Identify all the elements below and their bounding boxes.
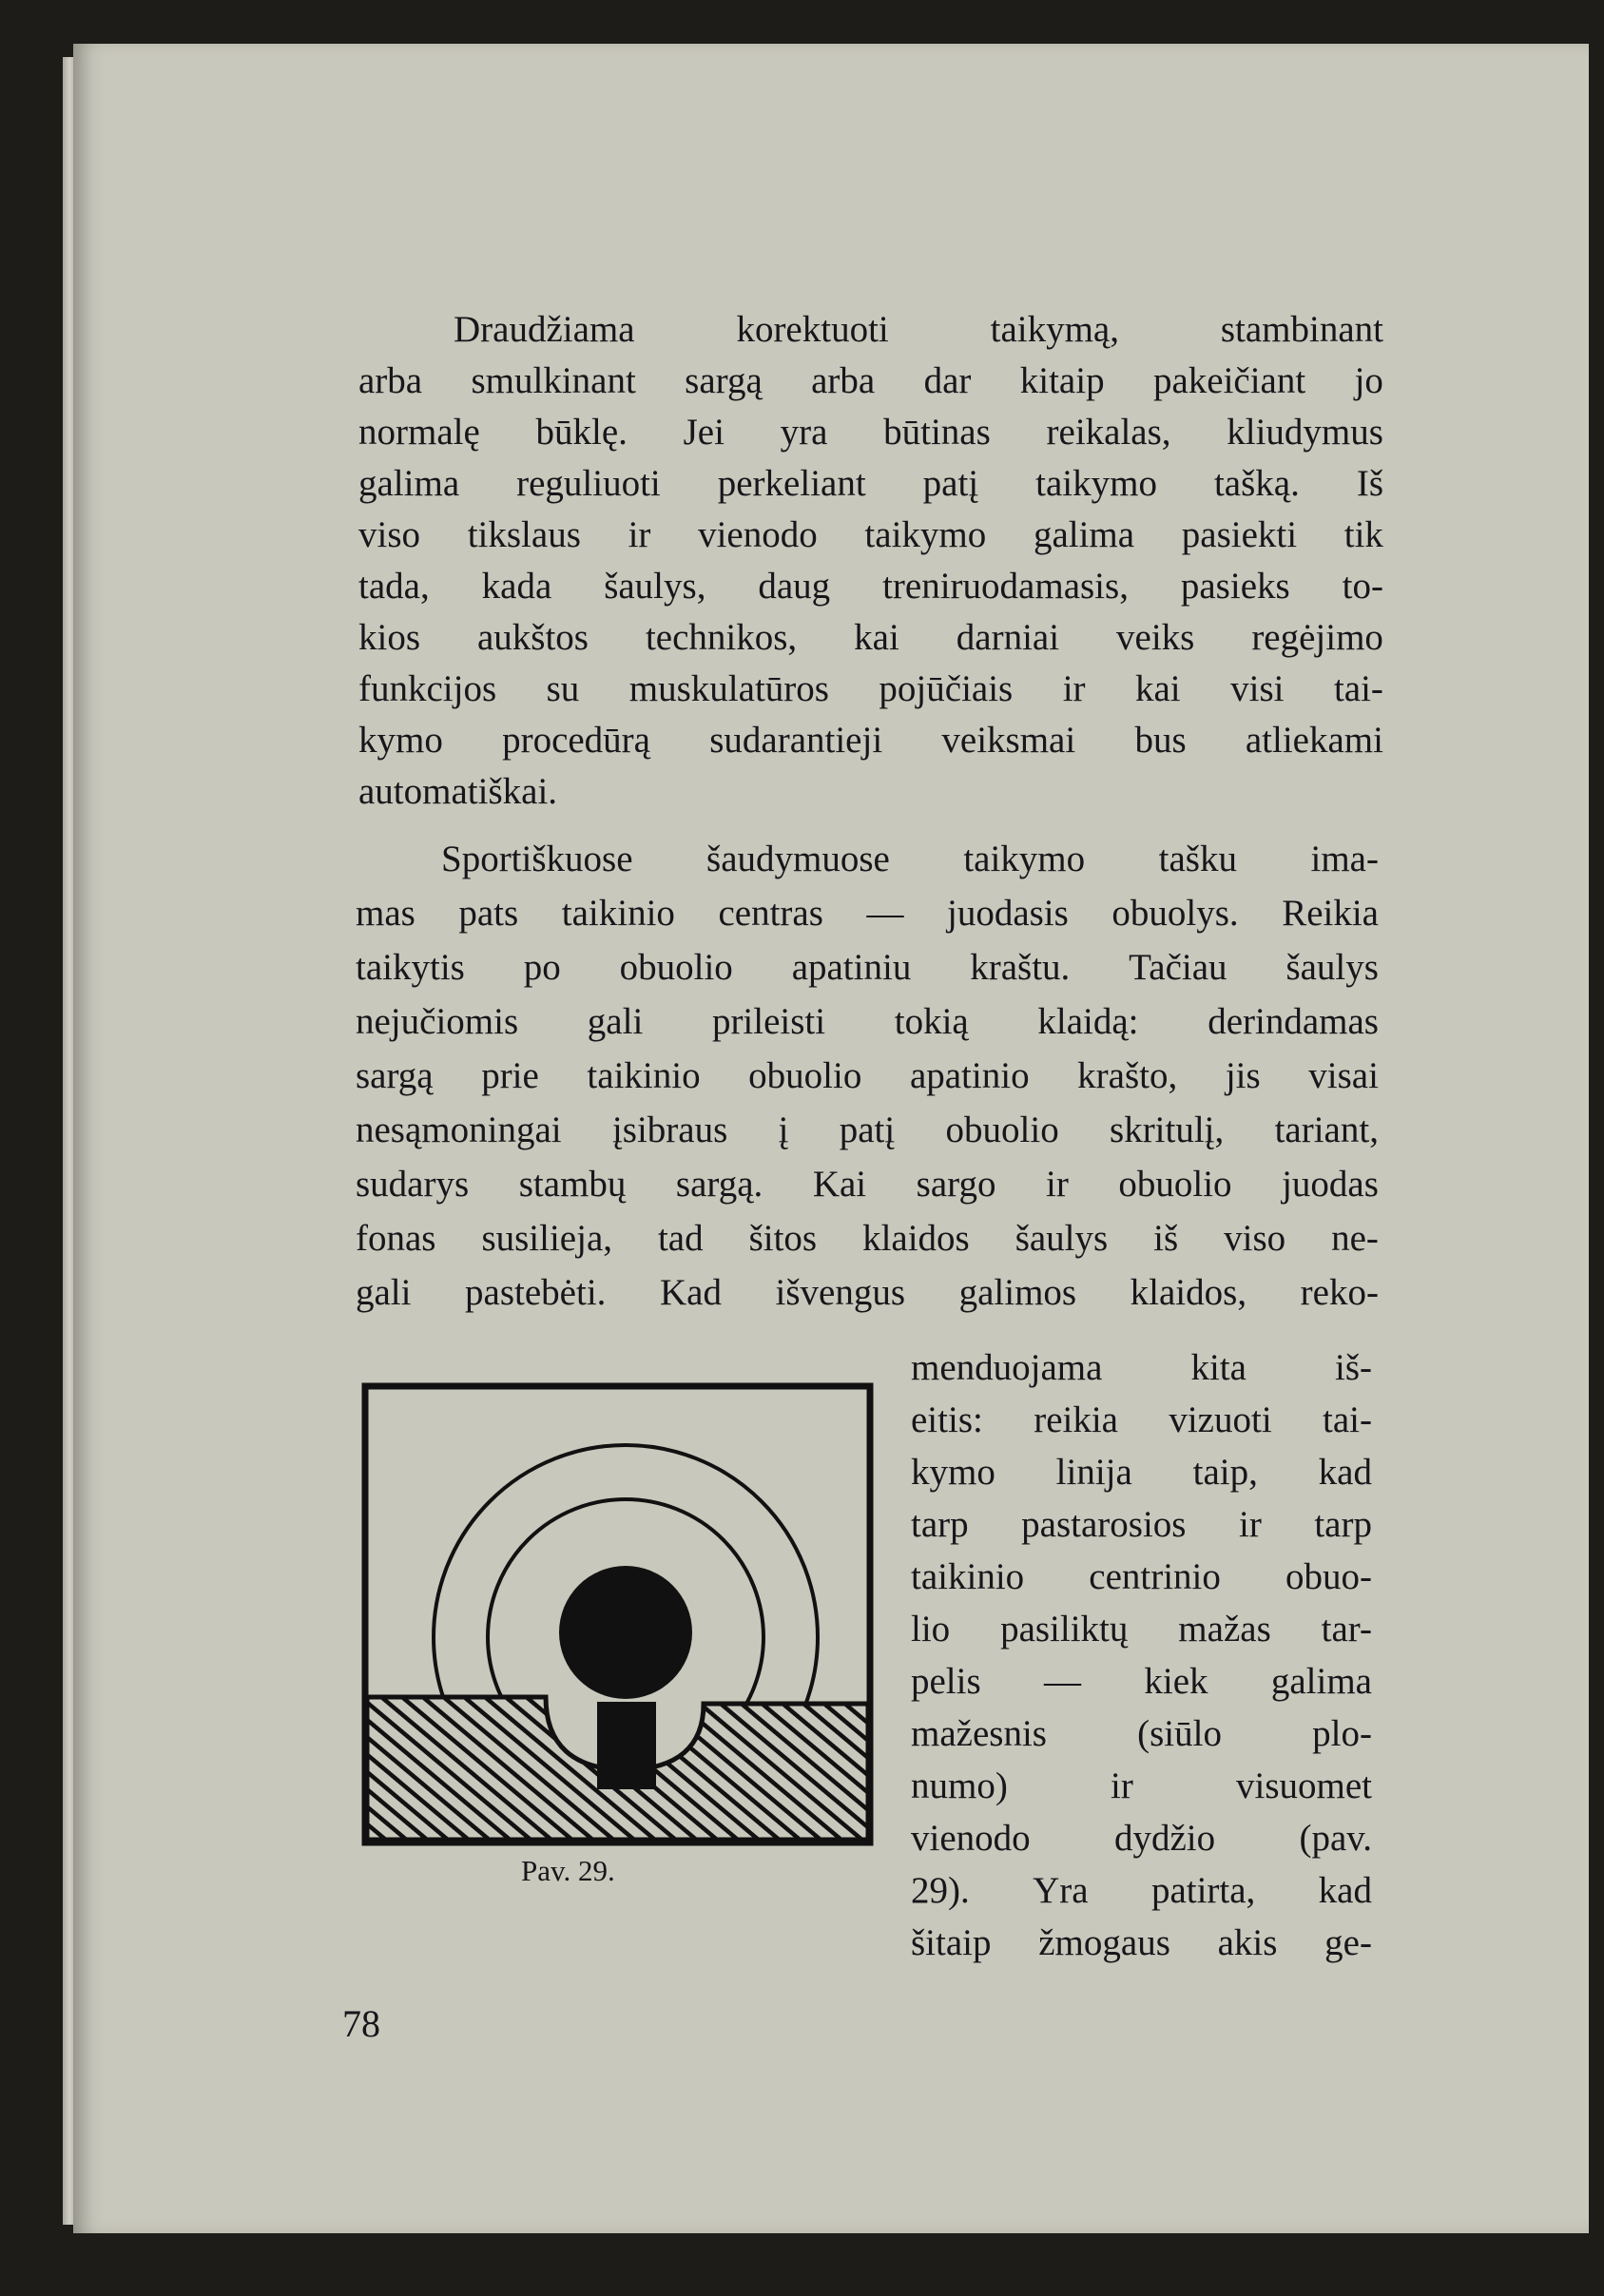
word: šitos xyxy=(748,1218,818,1259)
word: automatiškai. xyxy=(358,771,558,812)
word: jis xyxy=(1225,1055,1261,1096)
word: mažesnis xyxy=(911,1713,1047,1754)
word: kraštu. xyxy=(970,947,1071,988)
text-line xyxy=(441,834,1379,885)
word: gali xyxy=(356,1272,412,1313)
word: galima xyxy=(358,463,460,504)
word: tariant, xyxy=(1274,1109,1379,1150)
word: pelis xyxy=(911,1661,981,1702)
word: šitaip xyxy=(911,1922,992,1963)
word: taikinio xyxy=(587,1055,701,1096)
word: stambų xyxy=(518,1164,627,1205)
text-line xyxy=(911,1918,1372,1969)
word: tarp xyxy=(1314,1504,1372,1545)
word: ir xyxy=(1111,1765,1133,1806)
word: mažas xyxy=(1178,1609,1271,1650)
word: lio xyxy=(911,1609,951,1650)
word: nejučiomis xyxy=(356,1001,519,1042)
word: sargą xyxy=(685,360,763,401)
word: menduojama xyxy=(911,1347,1103,1388)
word: kada xyxy=(481,566,552,607)
word: klaidos xyxy=(862,1218,970,1259)
text-line xyxy=(911,1865,1372,1917)
word: jo xyxy=(1354,360,1383,401)
word: į xyxy=(778,1109,789,1150)
word: klaidą: xyxy=(1037,1001,1139,1042)
text-line xyxy=(356,996,1379,1048)
word: patį xyxy=(922,463,979,504)
word: Kad xyxy=(659,1272,722,1313)
word: patį xyxy=(839,1109,896,1150)
front-sight-blade xyxy=(597,1702,656,1789)
word: ima- xyxy=(1310,839,1379,879)
word: Kai xyxy=(812,1164,867,1205)
word: taikinio xyxy=(561,893,675,934)
text-line xyxy=(911,1395,1372,1446)
text-line xyxy=(911,1552,1372,1603)
word: tarp xyxy=(911,1504,969,1545)
word: obuo- xyxy=(1285,1556,1372,1597)
text-line xyxy=(911,1813,1372,1864)
word: 29). xyxy=(911,1870,970,1911)
word: patirta, xyxy=(1150,1870,1256,1911)
word: prie xyxy=(481,1055,539,1096)
text-line xyxy=(358,510,1383,561)
word: iš- xyxy=(1334,1347,1372,1388)
text-line xyxy=(356,1213,1379,1264)
word: taip, xyxy=(1192,1452,1258,1493)
word: juodasis xyxy=(946,893,1069,934)
text-line xyxy=(358,612,1383,664)
word: smulkinant xyxy=(471,360,636,401)
word: pasieks xyxy=(1180,566,1290,607)
word: sargą. xyxy=(675,1164,763,1205)
word: kad xyxy=(1318,1452,1372,1493)
word: tokią xyxy=(894,1001,969,1042)
text-line xyxy=(356,1159,1379,1210)
word: reikia xyxy=(1034,1399,1118,1440)
word: mas xyxy=(356,893,415,934)
text-line xyxy=(911,1761,1372,1812)
word: ir xyxy=(1238,1504,1262,1545)
word: pastebėti. xyxy=(465,1272,607,1313)
word: gali xyxy=(587,1001,644,1042)
word: taikymo xyxy=(864,514,987,555)
word: reko- xyxy=(1300,1272,1379,1313)
word: nesąmoningai xyxy=(356,1109,562,1150)
word: technikos, xyxy=(645,617,798,658)
word: (siūlo xyxy=(1137,1713,1222,1754)
word: pasiliktų xyxy=(1000,1609,1129,1650)
page-number: 78 xyxy=(342,2002,380,2045)
word: viso xyxy=(1224,1218,1286,1259)
word: perkeliant xyxy=(717,463,866,504)
word: Jei xyxy=(683,412,725,453)
word: akis xyxy=(1217,1922,1278,1963)
word: procedūrą xyxy=(502,720,650,761)
text-line xyxy=(356,1267,1379,1319)
word: krašto, xyxy=(1077,1055,1178,1096)
word: visi xyxy=(1230,668,1285,709)
word: treniruodamasis, xyxy=(882,566,1129,607)
word: obuolio xyxy=(748,1055,862,1096)
word: numo) xyxy=(911,1765,1008,1806)
word: stambinant xyxy=(1220,309,1383,350)
word: pakeičiant xyxy=(1152,360,1306,401)
word: kai xyxy=(854,617,899,658)
text-line xyxy=(356,942,1379,994)
word: tai- xyxy=(1333,668,1383,709)
word: veiks xyxy=(1116,617,1195,658)
text-line xyxy=(358,715,1383,766)
word: klaidos, xyxy=(1130,1272,1247,1313)
word: vienodo xyxy=(698,514,818,555)
text-line xyxy=(911,1342,1372,1394)
word: (pav. xyxy=(1299,1818,1372,1859)
word: iš xyxy=(1153,1218,1179,1259)
text-line xyxy=(911,1499,1372,1551)
word: arba xyxy=(358,360,423,401)
word: vienodo xyxy=(911,1818,1031,1859)
word: derindamas xyxy=(1208,1001,1379,1042)
word: galima xyxy=(1033,514,1135,555)
word: obuolio xyxy=(1118,1164,1232,1205)
word: plo- xyxy=(1312,1713,1372,1754)
word: Yra xyxy=(1033,1870,1089,1911)
word: sargą xyxy=(356,1055,434,1096)
word: žmogaus xyxy=(1038,1922,1170,1963)
word: kita xyxy=(1190,1347,1246,1388)
word: tar- xyxy=(1321,1609,1372,1650)
word: pastarosios xyxy=(1021,1504,1187,1545)
word: šaulys, xyxy=(604,566,706,607)
word: visai xyxy=(1308,1055,1379,1096)
word: tai- xyxy=(1323,1399,1372,1440)
word: šaulys xyxy=(1015,1218,1109,1259)
word: sudarantieji xyxy=(709,720,883,761)
word: bus xyxy=(1134,720,1187,761)
word: Sportiškuose xyxy=(441,839,633,879)
word: po xyxy=(523,947,561,988)
word: tad xyxy=(657,1218,704,1259)
word: vizuoti xyxy=(1169,1399,1272,1440)
word: būtinas xyxy=(883,412,991,453)
text-line xyxy=(911,1656,1372,1708)
word: ir xyxy=(1046,1164,1069,1205)
word: tada, xyxy=(358,566,430,607)
word: prileisti xyxy=(711,1001,826,1042)
word: dar xyxy=(923,360,972,401)
bullseye xyxy=(559,1566,692,1699)
word: centras xyxy=(718,893,823,934)
word: galima xyxy=(1270,1661,1372,1702)
word: kitaip xyxy=(1019,360,1105,401)
word: daug xyxy=(758,566,831,607)
word: pasiekti xyxy=(1181,514,1298,555)
word: sudarys xyxy=(356,1164,470,1205)
word: aukštos xyxy=(476,617,589,658)
text-line xyxy=(358,407,1383,458)
word: funkcijos xyxy=(358,668,497,709)
word: apatiniu xyxy=(791,947,912,988)
text-line xyxy=(358,458,1383,510)
word: taikytis xyxy=(356,947,465,988)
word: tikslaus xyxy=(467,514,581,555)
word: pats xyxy=(458,893,519,934)
word: išvengus xyxy=(775,1272,906,1313)
word: reguliuoti xyxy=(516,463,661,504)
word: Iš xyxy=(1356,463,1383,504)
word: Tačiau xyxy=(1129,947,1227,988)
word: kad xyxy=(1318,1870,1372,1911)
figure-29-target-sight-diagram xyxy=(359,1380,878,1851)
word: įsibraus xyxy=(611,1109,728,1150)
word: obuolio xyxy=(619,947,733,988)
word: yra xyxy=(780,412,828,453)
word: normalę xyxy=(358,412,480,453)
text-line xyxy=(454,304,1383,356)
word: reikalas, xyxy=(1046,412,1171,453)
text-line xyxy=(358,664,1383,715)
word: veiksmai xyxy=(941,720,1076,761)
word: tašku xyxy=(1158,839,1237,879)
text-line xyxy=(911,1604,1372,1655)
word: fonas xyxy=(356,1218,436,1259)
word: kliudymus xyxy=(1227,412,1383,453)
text-line xyxy=(356,888,1379,939)
word: Reikia xyxy=(1282,893,1379,934)
text-line xyxy=(356,1105,1379,1156)
word: tik xyxy=(1343,514,1383,555)
word: susilieja, xyxy=(481,1218,613,1259)
word: obuolys. xyxy=(1111,893,1239,934)
word: ir xyxy=(628,514,651,555)
word: muskulatūros xyxy=(628,668,829,709)
word: taikinio xyxy=(911,1556,1025,1597)
word: apatinio xyxy=(909,1055,1030,1096)
text-line xyxy=(911,1708,1372,1760)
word: kios xyxy=(358,617,421,658)
text-line xyxy=(911,1447,1372,1498)
word: eitis: xyxy=(911,1399,983,1440)
word: ge- xyxy=(1324,1922,1372,1963)
word: obuolio xyxy=(945,1109,1059,1150)
text-line xyxy=(358,766,1383,818)
word: taikymo xyxy=(1035,463,1157,504)
word: su xyxy=(546,668,580,709)
word: kymo xyxy=(358,720,443,761)
word: juodas xyxy=(1282,1164,1379,1205)
word: Draudžiama xyxy=(454,309,635,350)
word: regėjimo xyxy=(1251,617,1383,658)
word: dydžio xyxy=(1113,1818,1216,1859)
word: to- xyxy=(1342,566,1383,607)
word: ir xyxy=(1062,668,1086,709)
word: atliekami xyxy=(1245,720,1383,761)
word: kymo xyxy=(911,1452,995,1493)
word: skritulį, xyxy=(1110,1109,1225,1150)
text-line xyxy=(358,356,1383,407)
word: būklę. xyxy=(535,412,628,453)
word: šaudymuose xyxy=(706,839,890,879)
word: galimos xyxy=(958,1272,1077,1313)
word: — xyxy=(866,893,904,934)
text-line xyxy=(356,1051,1379,1102)
word: korektuoti xyxy=(736,309,889,350)
word: sargo xyxy=(916,1164,996,1205)
word: viso xyxy=(358,514,421,555)
word: pojūčiais xyxy=(879,668,1014,709)
figure-caption: Pav. 29. xyxy=(521,1854,615,1887)
word: kiek xyxy=(1144,1661,1208,1702)
word: tašką. xyxy=(1213,463,1300,504)
word: centrinio xyxy=(1089,1556,1221,1597)
word: — xyxy=(1044,1661,1082,1702)
text-line xyxy=(358,561,1383,612)
word: taikymą, xyxy=(990,309,1119,350)
word: linija xyxy=(1055,1452,1132,1493)
word: šaulys xyxy=(1285,947,1379,988)
word: kai xyxy=(1135,668,1181,709)
word: darniai xyxy=(956,617,1060,658)
word: arba xyxy=(811,360,876,401)
word: ne- xyxy=(1331,1218,1379,1259)
word: taikymo xyxy=(963,839,1086,879)
word: visuomet xyxy=(1236,1765,1372,1806)
